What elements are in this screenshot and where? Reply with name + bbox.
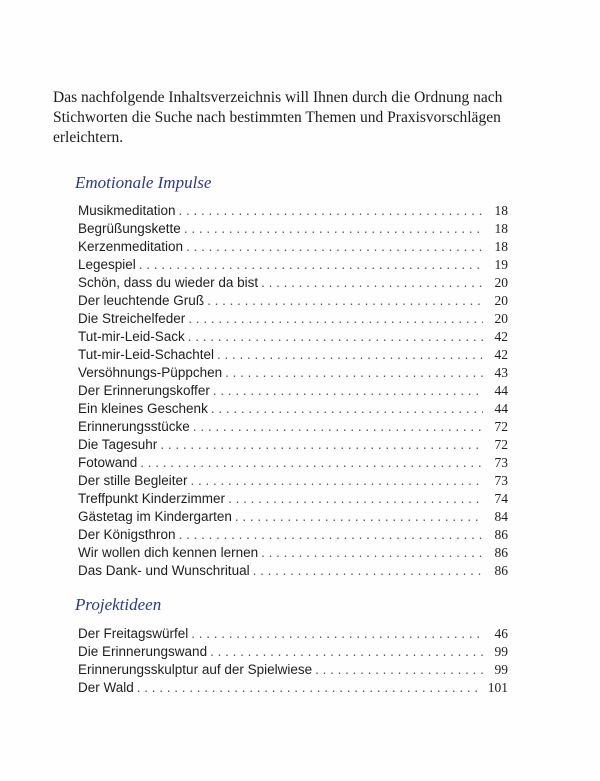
toc-entry-title: Der leuchtende Gruß	[78, 293, 205, 308]
dot-leader	[191, 472, 483, 490]
toc-entry-title: Tut-mir-Leid-Schachtel	[78, 347, 215, 362]
dot-leader	[225, 364, 483, 382]
dot-leader	[188, 310, 483, 328]
toc-entry-page: 20	[494, 311, 508, 326]
toc-entry-title: Die Erinnerungswand	[78, 644, 208, 659]
toc-list-emotionale-impulse	[78, 202, 508, 580]
dot-leader	[179, 526, 483, 544]
toc-entry-title: Wir wollen dich kennen lernen	[78, 545, 259, 560]
toc-entry-page: 86	[494, 527, 508, 542]
dot-leader	[193, 418, 483, 436]
toc-entry-page: 20	[494, 275, 508, 290]
toc-entry-page: 44	[494, 383, 508, 398]
toc-entry	[78, 679, 508, 697]
toc-entry-title: Kerzenmeditation	[78, 239, 184, 254]
toc-entry-page: 101	[487, 680, 508, 695]
toc-entry	[78, 526, 508, 544]
toc-entry-title: Tut-mir-Leid-Sack	[78, 329, 185, 344]
toc-entry	[78, 292, 508, 310]
toc-entry-title: Erinnerungsstücke	[78, 419, 190, 434]
toc-entry-title: Legespiel	[78, 257, 136, 272]
dot-leader	[315, 661, 483, 679]
toc-entry	[78, 346, 508, 364]
toc-entry-title: Der Königsthron	[78, 527, 176, 542]
toc-entry-title: Die Streichelfeder	[78, 311, 186, 326]
dot-leader	[188, 328, 483, 346]
dot-leader	[253, 562, 483, 580]
toc-entry	[78, 310, 508, 328]
dot-leader	[179, 202, 483, 220]
dot-leader	[261, 544, 483, 562]
toc-entry-page: 18	[494, 221, 508, 236]
toc-entry-title: Erinnerungsskulptur auf der Spielwiese	[78, 662, 313, 677]
dot-leader	[211, 400, 483, 418]
dot-leader	[210, 643, 483, 661]
toc-entry	[78, 364, 508, 382]
section-heading-projektideen: Projektideen	[75, 595, 162, 614]
dot-leader	[217, 346, 483, 364]
toc-entry-title: Versöhnungs-Püppchen	[78, 365, 223, 380]
dot-leader	[191, 625, 483, 643]
toc-entry	[78, 400, 508, 418]
toc-entry-title: Das Dank- und Wunschritual	[78, 563, 250, 578]
dot-leader	[137, 679, 483, 697]
toc-entry	[78, 256, 508, 274]
dot-leader	[228, 490, 483, 508]
toc-entry-page: 42	[494, 347, 508, 362]
section-heading-emotionale-impulse: Emotionale Impulse	[75, 173, 212, 192]
dot-leader	[207, 292, 483, 310]
toc-entry-page: 46	[494, 626, 508, 641]
toc-entry-page: 72	[494, 419, 508, 434]
toc-entry-page: 73	[494, 473, 508, 488]
dot-leader	[186, 238, 483, 256]
toc-entry	[78, 238, 508, 256]
toc-entry-page: 86	[494, 563, 508, 578]
intro-paragraph: Das nachfolgende Inhaltsverzeichnis will Ihnen durch die Ordnung nach Stichworten die Suche nach bestimmten Themen und Praxisvorschlägen erleichtern.	[53, 89, 503, 146]
toc-entry	[78, 220, 508, 238]
toc-entry-title: Der Erinnerungskoffer	[78, 383, 210, 398]
toc-entry	[78, 436, 508, 454]
toc-entry-page: 44	[494, 401, 508, 416]
toc-entry	[78, 274, 508, 292]
toc-entry-page: 43	[494, 365, 508, 380]
toc-entry	[78, 490, 508, 508]
toc-entry-title: Schön, dass du wieder da bist	[78, 275, 259, 290]
toc-entry-title: Musikmeditation	[78, 203, 176, 218]
toc-entry-page: 74	[494, 491, 508, 506]
toc-entry	[78, 382, 508, 400]
toc-entry	[78, 202, 508, 220]
toc-entry-title: Der stille Begleiter	[78, 473, 188, 488]
toc-entry-page: 84	[494, 509, 508, 524]
toc-entry	[78, 562, 508, 580]
toc-entry-title: Der Wald	[78, 680, 134, 695]
toc-entry	[78, 661, 508, 679]
toc-entry-title: Fotowand	[78, 455, 138, 470]
toc-entry-page: 18	[494, 203, 508, 218]
toc-entry-title: Der Freitagswürfel	[78, 626, 189, 641]
toc-entry	[78, 328, 508, 346]
dot-leader	[184, 220, 483, 238]
toc-entry-page: 73	[494, 455, 508, 470]
toc-entry-page: 99	[494, 644, 508, 659]
toc-entry	[78, 472, 508, 490]
toc-entry-page: 19	[494, 257, 508, 272]
dot-leader	[140, 454, 483, 472]
dot-leader	[139, 256, 483, 274]
toc-entry	[78, 508, 508, 526]
toc-entry-page: 86	[494, 545, 508, 560]
toc-entry-title: Begrüßungskette	[78, 221, 181, 236]
toc-entry-page: 20	[494, 293, 508, 308]
toc-entry	[78, 454, 508, 472]
dot-leader	[261, 274, 483, 292]
toc-entry	[78, 625, 508, 643]
toc-entry-title: Gästetag im Kindergarten	[78, 509, 232, 524]
toc-entry	[78, 643, 508, 661]
toc-entry-page: 72	[494, 437, 508, 452]
toc-entry	[78, 544, 508, 562]
toc-entry-page: 99	[494, 662, 508, 677]
toc-entry-title: Ein kleines Geschenk	[78, 401, 208, 416]
toc-entry-title: Die Tagesuhr	[78, 437, 158, 452]
dot-leader	[160, 436, 483, 454]
toc-entry-page: 18	[494, 239, 508, 254]
toc-entry	[78, 418, 508, 436]
dot-leader	[235, 508, 483, 526]
toc-list-projektideen	[78, 625, 508, 697]
dot-leader	[213, 382, 483, 400]
toc-entry-page: 42	[494, 329, 508, 344]
toc-entry-title: Treffpunkt Kinderzimmer	[78, 491, 226, 506]
